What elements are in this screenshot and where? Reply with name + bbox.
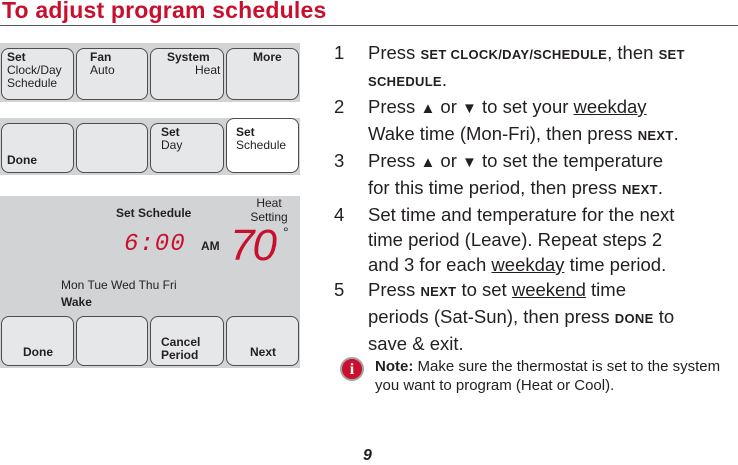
- underlined-term: weekday: [573, 96, 647, 117]
- up-arrow-icon: ▲: [420, 154, 436, 171]
- thermostat-panel-clock-menu: [0, 118, 300, 175]
- step-text: Set time and temperature for the next: [368, 204, 675, 225]
- step-text: Press: [368, 279, 421, 300]
- thermostat-panel-schedule: [0, 196, 300, 368]
- up-arrow-icon: ▲: [420, 100, 436, 117]
- note: [375, 357, 725, 395]
- ampm-indicator: AM: [201, 239, 220, 253]
- note-label: Note:: [375, 358, 414, 375]
- schedule-time-display: 6:00: [124, 231, 186, 258]
- step-text: , then: [607, 42, 659, 63]
- btn-label-line1: Cancel: [161, 335, 201, 349]
- blank-button[interactable]: [76, 123, 148, 173]
- step-text: or: [435, 150, 463, 171]
- step-text: to set your: [476, 96, 574, 117]
- key-name: NEXT: [637, 128, 674, 143]
- btn-label: Done: [23, 345, 53, 359]
- btn-label-line1: Set: [236, 125, 255, 139]
- step-text: to set the temperature: [476, 150, 664, 171]
- step-2: [334, 94, 734, 148]
- title-divider: [0, 25, 738, 26]
- btn-label-line1: Fan: [90, 50, 112, 64]
- done-button[interactable]: [1, 123, 74, 173]
- step-text: Press: [368, 150, 421, 171]
- step-5: [334, 277, 734, 356]
- step-number: 1: [334, 42, 345, 63]
- step-3: [334, 148, 734, 202]
- step-number: 3: [334, 150, 345, 171]
- cancel-period-button[interactable]: [150, 316, 224, 366]
- set-day-button[interactable]: [150, 123, 224, 173]
- page-title: To adjust program schedules: [2, 0, 327, 23]
- btn-label: Next: [250, 345, 277, 359]
- degree-symbol: °: [283, 224, 289, 240]
- key-name: NEXT: [420, 284, 457, 299]
- screen-header: Set Schedule: [116, 206, 192, 220]
- step-text: .: [441, 69, 448, 90]
- page-number: 9: [363, 447, 372, 464]
- btn-label-line1: System: [167, 50, 210, 64]
- note-text: Make sure the thermostat is set to the system you want to program (Heat or Cool).: [375, 358, 721, 394]
- step-text: time period.: [564, 254, 667, 275]
- next-button[interactable]: [226, 316, 299, 366]
- step-4: [334, 202, 734, 277]
- step-number: 2: [334, 96, 345, 117]
- btn-label-line1: Set: [161, 125, 180, 139]
- heat-setting-label: [249, 196, 289, 224]
- step-text: time: [585, 279, 626, 300]
- btn-label-line2: Schedule: [236, 138, 287, 152]
- underlined-term: weekend: [511, 279, 586, 300]
- btn-label-line2: Period: [161, 348, 199, 362]
- step-text: Wake time (Mon-Fri), then press: [368, 123, 638, 144]
- step-1: [334, 40, 734, 94]
- btn-label: Done: [7, 153, 37, 167]
- step-text: Press: [368, 96, 421, 117]
- weekday-label: Mon Tue Wed Thu Fri: [61, 278, 177, 292]
- more-button[interactable]: [226, 48, 299, 100]
- thermostat-panel-home: [0, 43, 300, 102]
- instruction-steps: [334, 40, 734, 356]
- btn-label-line2: Heat: [195, 63, 221, 77]
- step-text: Press: [368, 42, 421, 63]
- key-name: SET CLOCK/DAY/SCHEDULE: [420, 47, 608, 62]
- step-number: 4: [334, 204, 345, 225]
- down-arrow-icon: ▼: [462, 100, 477, 117]
- heat-setting-line2: Setting: [250, 210, 288, 224]
- key-name: DONE: [614, 311, 654, 326]
- btn-label: More: [253, 50, 282, 64]
- btn-label-line2: Auto: [90, 63, 115, 77]
- step-number: 5: [334, 279, 345, 300]
- step-text: for this time period, then press: [368, 177, 622, 198]
- set-schedule-button[interactable]: [226, 118, 299, 173]
- step-text: and 3 for each: [368, 254, 492, 275]
- step-text: or: [435, 96, 463, 117]
- fan-button[interactable]: [76, 48, 148, 100]
- key-name: SET: [658, 47, 685, 62]
- info-icon: i: [340, 357, 364, 381]
- step-text: periods (Sat-Sun), then press: [368, 306, 615, 327]
- step-text: to: [653, 306, 675, 327]
- step-text: time period (Leave). Repeat steps 2: [368, 229, 663, 250]
- step-text: save & exit.: [368, 333, 464, 354]
- step-text: to set: [456, 279, 512, 300]
- set-clock-day-schedule-button[interactable]: [1, 48, 74, 100]
- heat-setting-line1: Heat: [256, 196, 282, 210]
- temperature-display: 70: [230, 221, 275, 270]
- key-name: SCHEDULE: [368, 74, 442, 89]
- underlined-term: weekday: [491, 254, 565, 275]
- step-text: .: [657, 177, 663, 198]
- done-button[interactable]: [1, 316, 74, 366]
- blank-button[interactable]: [76, 316, 148, 366]
- btn-label-line1: Set: [7, 50, 26, 64]
- btn-label-line2: Clock/Day: [7, 63, 62, 77]
- period-label: Wake: [61, 295, 92, 309]
- key-name: NEXT: [621, 182, 658, 197]
- btn-label-line3: Schedule: [7, 76, 58, 90]
- down-arrow-icon: ▼: [462, 154, 477, 171]
- step-text: .: [673, 123, 679, 144]
- system-button[interactable]: [150, 48, 224, 100]
- btn-label-line2: Day: [161, 138, 183, 152]
